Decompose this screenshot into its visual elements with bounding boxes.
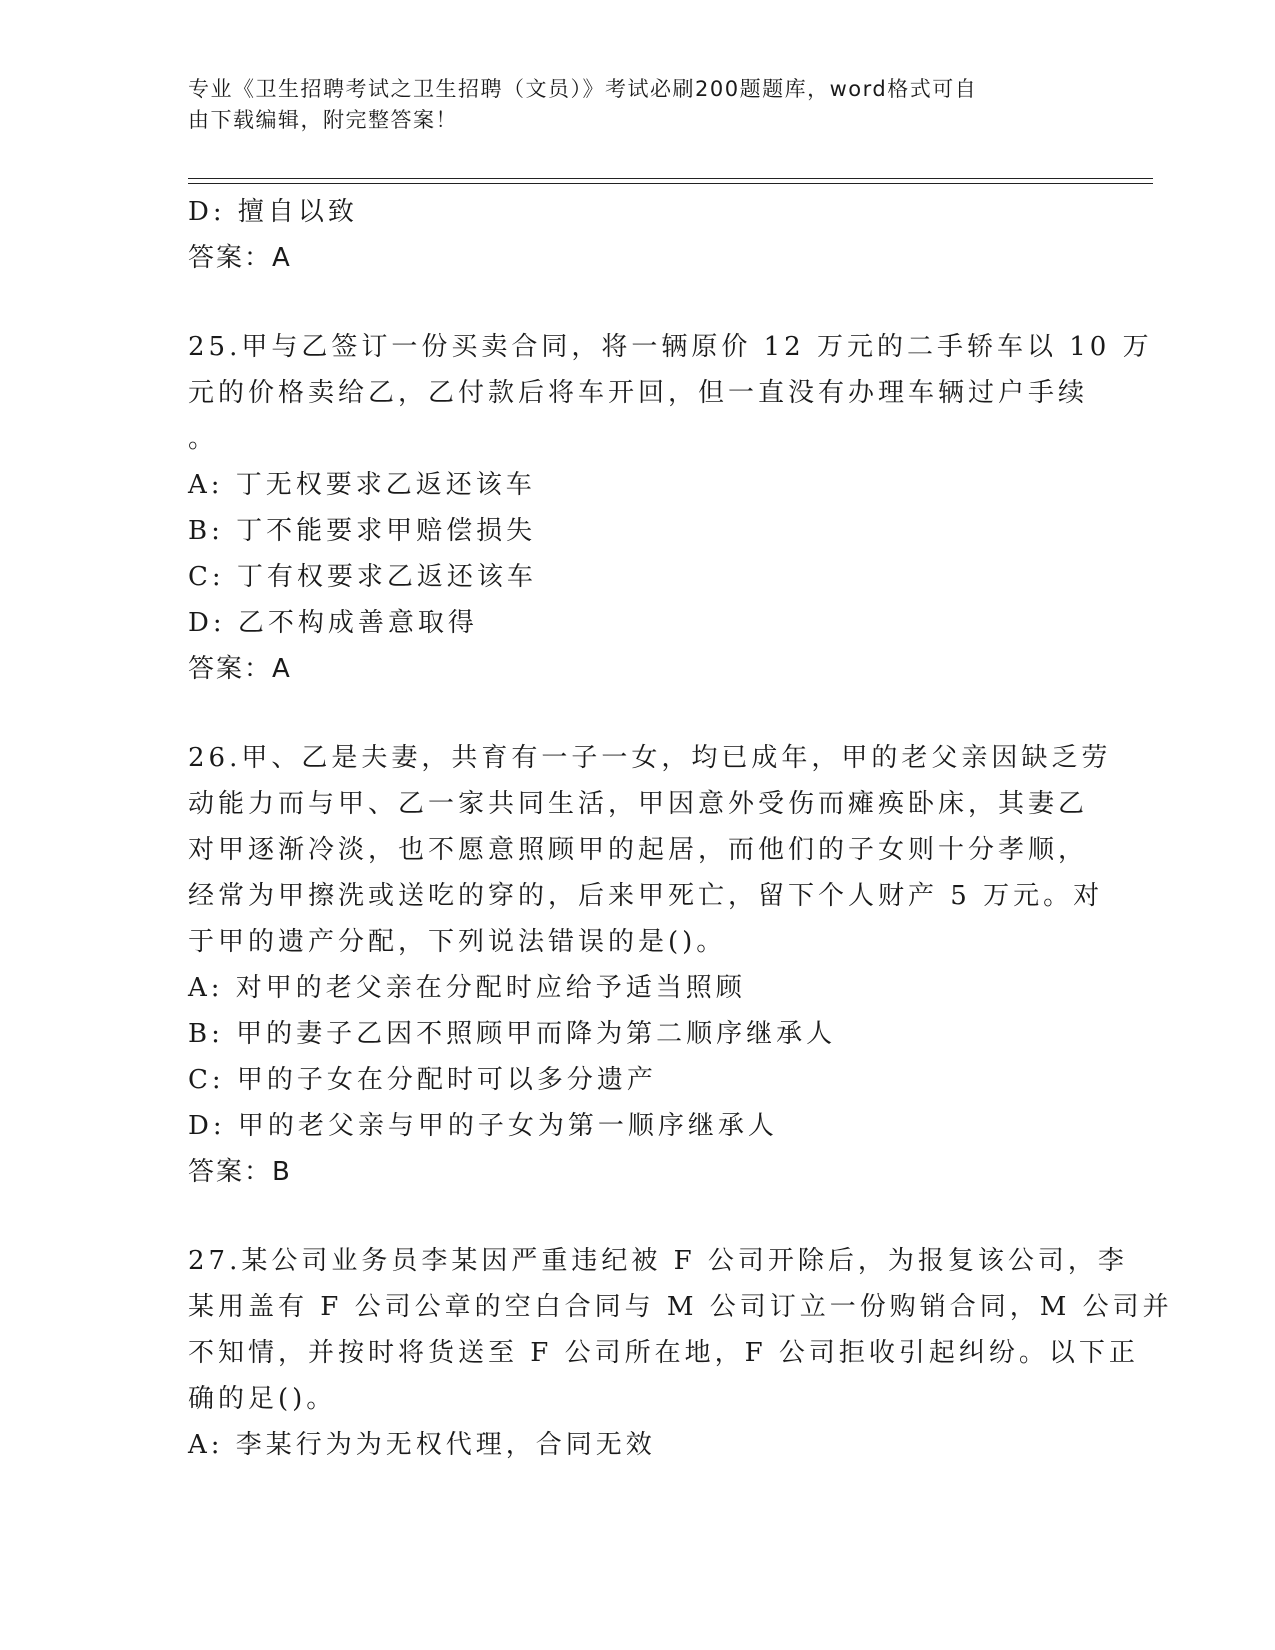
question-text: 经常为甲擦洗或送吃的穿的，后来甲死亡，留下个人财产 5 万元。对 [188, 881, 1104, 911]
option-d: D: 擅自以致 [188, 197, 358, 227]
option-c: C: 甲的子女在分配时可以多分遗产 [188, 1065, 657, 1095]
header-line-1: 专业《卫生招聘考试之卫生招聘（文员）》考试必刷200题题库，word格式可自 [188, 77, 978, 101]
question-text: 26.甲、乙是夫妻，共育有一子一女，均已成年，甲的老父亲因缺乏劳 [188, 743, 1112, 773]
question-25 [188, 324, 1153, 692]
header-rule-bottom [188, 183, 1153, 184]
question-text: 27.某公司业务员李某因严重违纪被 F 公司开除后，为报复该公司，李 [188, 1246, 1128, 1276]
question-26 [188, 735, 1112, 1195]
option-b: B: 甲的妻子乙因不照顾甲而降为第二顺序继承人 [188, 1019, 837, 1049]
question-text: 元的价格卖给乙，乙付款后将车开回，但一直没有办理车辆过户手续 [188, 378, 1089, 408]
option-c: C: 丁有权要求乙返还该车 [188, 562, 537, 592]
question-text: 对甲逐渐冷淡，也不愿意照顾甲的起居，而他们的子女则十分孝顺， [188, 835, 1089, 865]
document-body [188, 189, 1173, 1468]
header-rule-top [188, 178, 1153, 179]
question-text: 于甲的遗产分配，下列说法错误的是()。 [188, 927, 727, 957]
question-text: 某用盖有 F 公司公章的空白合同与 M 公司订立一份购销合同，M 公司并 [188, 1292, 1173, 1322]
option-d: D: 甲的老父亲与甲的子女为第一顺序继承人 [188, 1111, 778, 1141]
question-text: 不知情，并按时将货送至 F 公司所在地，F 公司拒收引起纠纷。以下正 [188, 1338, 1139, 1368]
header-line-2: 由下载编辑，附完整答案！ [188, 108, 458, 132]
option-a: A: 对甲的老父亲在分配时应给予适当照顾 [188, 973, 746, 1003]
question-text: 确的足()。 [188, 1384, 337, 1414]
answer-line: 答案：A [188, 243, 292, 273]
previous-question-tail [188, 189, 1088, 281]
question-text: 动能力而与甲、乙一家共同生活，甲因意外受伤而瘫痪卧床，其妻乙 [188, 789, 1089, 819]
option-b: B: 丁不能要求甲赔偿损失 [188, 516, 537, 546]
option-d: D: 乙不构成善意取得 [188, 608, 478, 638]
document-header [188, 74, 1068, 136]
question-text: 25.甲与乙签订一份买卖合同，将一辆原价 12 万元的二手轿车以 10 万 [188, 332, 1153, 362]
answer-line: 答案：B [188, 1157, 292, 1187]
question-text: 。 [188, 424, 219, 454]
option-a: A: 李某行为为无权代理，合同无效 [188, 1430, 656, 1460]
option-a: A: 丁无权要求乙返还该车 [188, 470, 536, 500]
answer-line: 答案：A [188, 654, 292, 684]
question-27 [188, 1238, 1173, 1468]
